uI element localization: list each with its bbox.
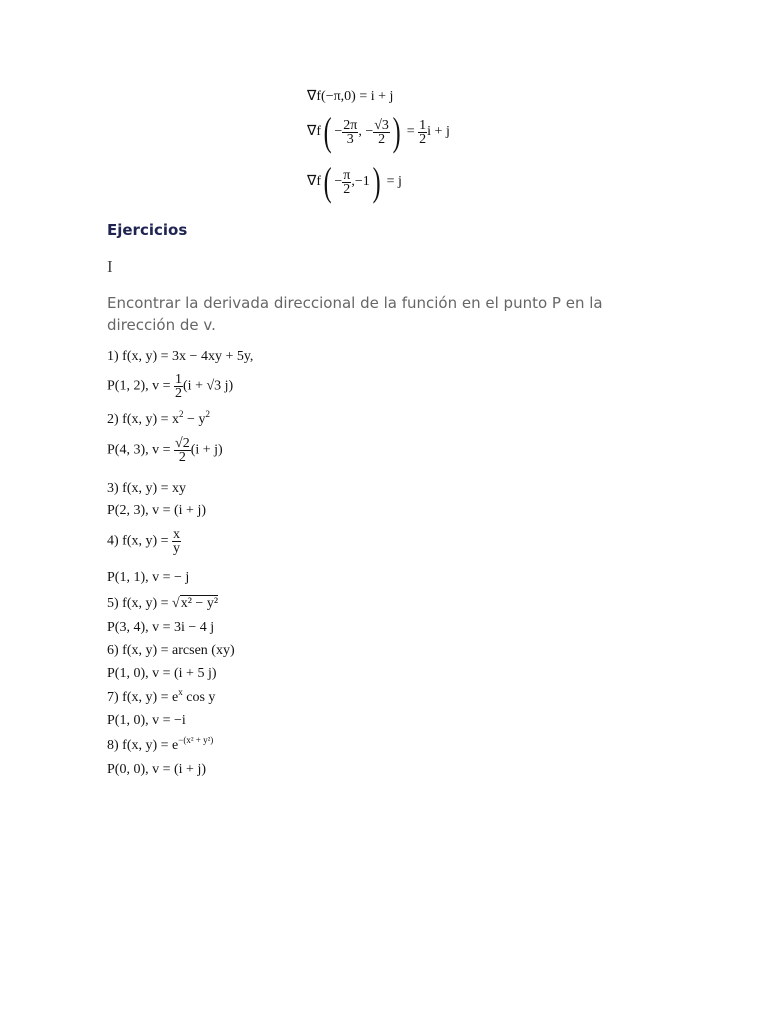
exercise-2-point: P(4, 3), v = $\frac{√2}{2}$ (i + j) <box>107 436 223 465</box>
fraction: $\frac{1}{2}$ <box>175 372 183 401</box>
gradient-result-3: ∇f( − $\frac{\pi}{2}$ ,−1) = j <box>307 159 402 204</box>
fraction: $\frac{x}{y}$ <box>173 527 181 556</box>
fraction: $\frac{√2}{2}$ <box>175 436 190 465</box>
gradient-result-1 <box>307 90 393 104</box>
exercise-8-function: 8) f(x, $y) = e^{-(x^2 + y^2)}$ <box>107 735 214 753</box>
exercise-6-function: 6) f(x, y) = arcsen (xy) <box>107 643 235 658</box>
right-paren: ) <box>372 159 381 204</box>
gradient-result-2: ∇f( − $\frac{2\pi}{3}$ , − $\frac{√3}{2}$ ) = $\frac{1}{2}$ i + j <box>307 109 450 154</box>
fraction: $\frac{1}{2}$ <box>419 117 427 147</box>
right-paren: ) <box>392 109 401 154</box>
exercise-5-point: P(3, 4), v = 3i − 4 j <box>107 620 215 635</box>
fraction: $\frac{√3}{2}$ <box>374 117 389 147</box>
left-paren: ( <box>323 159 332 204</box>
exercise-4-point: P(1, 1), v = − j <box>107 570 190 585</box>
section-heading: Ejercicios <box>107 221 188 239</box>
instruction-text: Encontrar la derivada direccional de la función en el punto P en la dirección de v. <box>107 294 603 334</box>
gradient-rhs: = i + j <box>359 89 394 104</box>
exercise-6-point: P(1, 0), v = (i + 5 j) <box>107 666 217 681</box>
exercise-2-function: 2) f(x, $y) = x^2 - y^2$ <box>107 409 210 427</box>
gradient-lhs: ∇f <box>307 124 322 140</box>
exercise-7-point: P(1, 0), v = −i <box>107 713 186 728</box>
exercise-8-point: P(0, 0), v = (i + j) <box>107 762 207 777</box>
fraction: $\frac{2\pi}{3}$ <box>343 117 358 147</box>
section-roman-numeral: I <box>107 257 113 276</box>
gradient-lhs: ∇f <box>307 174 322 190</box>
exercise-1-point: P(1, 2), v = $\frac{1}{2}$ (i + √3 j) <box>107 372 234 401</box>
exercise-7-function: 7) f(x, $y) = e^x$ cos y <box>107 687 216 705</box>
left-paren: ( <box>323 109 332 154</box>
gradient-lhs: ∇f(−π,0) <box>307 89 356 104</box>
exercise-3-point: P(2, 3), v = (i + j) <box>107 503 207 518</box>
fraction: $\frac{\pi}{2}$ <box>343 167 351 197</box>
exercise-5-function: 5) f(x, y) = √x² − y² <box>107 596 219 611</box>
exercise-4-function: 4) f(x, y) = $\frac{x}{y}$ <box>107 527 181 556</box>
exercise-3-function: 3) f(x, y) = xy <box>107 481 187 496</box>
exercise-1-function: 1) f(x, y) = 3x − 4xy + 5y, <box>107 349 254 364</box>
